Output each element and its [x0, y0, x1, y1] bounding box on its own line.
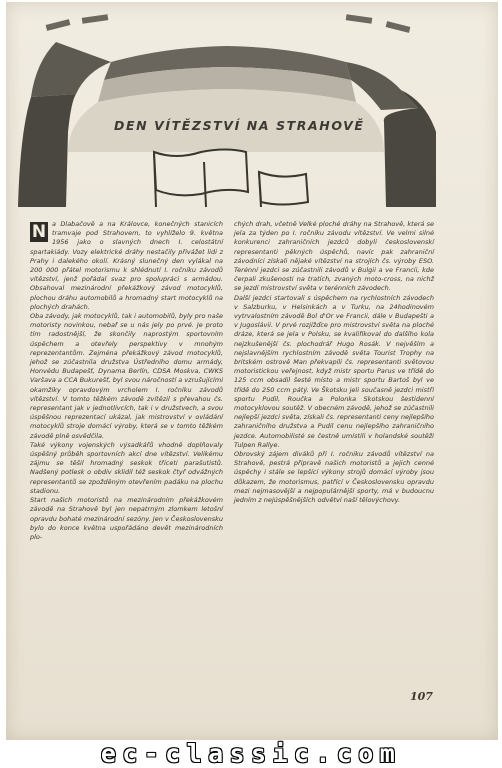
paragraph: Obrovský zájem diváků při I. ročníku závodů vítězství na Strahově, pestrá připravě našich motoristů a jejich cenné úspěchy i stále se lepšící výkony strojů domácí výroby jsou důkazem, že motorismus, patřící v Československu opravdu mezi nejmasovější a nejpopulárnější sporty, má v budoucnu jedním z nejúspěšnějších odvětví naší tělovýchovy.	[234, 450, 434, 505]
article-column-left	[30, 220, 223, 542]
paragraph: Také výkony vojenských výsadkářů vhodně doplňovaly úspěšný průběh sportovních akcí dne vítězství. Velikému zájmu se těšil hromadný seskok třiceti parašutistů. Nadšený potlesk o obdiv sklidil též seskok čtyř odvážných representantů se zpožděným otevřením padáku na plochu stadionu.	[30, 440, 223, 495]
drop-cap: N	[31, 222, 47, 242]
newspaper-clipping	[6, 2, 498, 740]
paragraph: chých drah, včetně Velké ploché dráhy na Strahově, která se jela za týden po I. ročníku závodu vítězství. Ve velmi silné konkurenci zahraničních jezdců dobyli československí representanti pěkných úspěchů, navíc pak zahraniční závodníci získali nějaké vítězství na strojích čs. výroby ESO. Terénní jezdci se zúčastnili závodů v Bulgii a ve Francii, kde čerpali zkušenosti na tratích, zvaných moto-cross, na nichž se jezdí mistrovství světa v terénních závodech.	[234, 220, 434, 293]
site-watermark: ec-classic.com	[100, 739, 402, 768]
page-number: 107	[410, 690, 433, 703]
flags-illustration	[154, 150, 308, 208]
article-column-right	[234, 220, 434, 505]
article-title: DEN VÍTĚZSTVÍ NA STRAHOVĚ	[114, 118, 365, 133]
paragraph: a Dlabačově a na Královce, konečných stanicích tramvaje pod Strahovem, to vyhlíželo 9. května 1956 jako o slavných dnech I. celostátní spartakiády. Vozy elektrické dráhy nestačily přivážet lidi z Prahy i dalekého okolí. Krásný slunečný den vylákal na 200 000 přátel motorismu k shlédnutí I. ročníku závodů vítězství, jenž pořádal svaz pro spolupráci s armádou. Obsahoval mezinárodní překážkový závod motocyklů, plochou dráhu automobilů a hromadný start motocyklů na plochých drahách.	[30, 220, 223, 311]
paragraph: Další jezdci startovali s úspěchem na rychlostních závodech v Salzburku, v Helsinkách a v Turku, na 24hodinovém vytrvalostním závodě Bol d'Or ve Francii, dále v Budapešti a v Jugoslávii. V prvé rozjížďce pro mistrovství světa na ploché dráze, která se jela v Polsku, se kvalifikoval do dalšího kola nejzkušenější čs. plochodrář Hugo Rosák. V nejvěším a nejslavnějším rychlostním závodě světa Tourist Trophy na britském ostrově Man překvapili čs. representanti světovou motoristickou veřejnost, když mistr sportu Parus ve třídě do 125 ccm obsadil šesté místo a mistr sportu Bartoš byl ve třídě do 250 ccm pátý. Ve Škotsku jeli současně jezdci mistři sportu Pudil, Roučka a Polonka Skotskou šestidenní motocyklovou soutěž. V obecném závodě, jehož se zúčastnili nejlepší jezdci světa, získali čs. representanti ceny nejlepšího zahraničního družstva a Pudil cenu nejlepšího zahraničního jezdce. Automobilisté se čestně umístili v holandské soutěži Tulpen Rallye.	[234, 293, 434, 449]
paragraph: Oba závody, jak motocyklů, tak i automobilů, byly pro naše motoristy novinkou, nebaf se u nás jely po prvé. Je proto tím radostnější, že skončily naprostým sportovním úspěchem a otevřely perspektivy v mnohým reprezentantům. Zejména překážkový závod motocyklů, jehož se zúčastnila družstva Ústředního domu armády, Honvédu Budapešť, Dynama Berlín, CDSA Moskva, CWKS Varšava a CCA Bukurešť, byl svou náročností a vzrušujícími okamžiky opravdovým vrcholem I. ročníku závodů vítězství. V tomto těžkém závodě zvítězil s převahou čs. representant jak v jednotlivcích, tak i v družstvech, a svou úspěšnou reprezentací ukázal, jak mistrovství v ovládání motocyklů stroje domácí výroby, která se v tomto těžkém závodě plně osvědčila.	[30, 312, 223, 440]
stadium-illustration	[16, 2, 438, 207]
paragraph: Start našich motoristů na mezinárodním překážkovém závodě na Strahově byl jen nepatrným zlomkem letošní opravdu bohaté mezinárodní sezóny. Jen v Československu bylo do konce května uspořádáno devět mezinárodních plo-	[30, 496, 223, 541]
